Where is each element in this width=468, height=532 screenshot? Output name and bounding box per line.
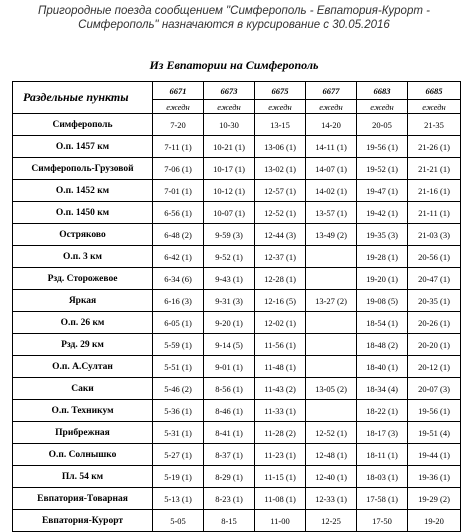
table-row [13, 422, 461, 444]
time-cell: 18-03 (1) [357, 466, 408, 488]
station-name: Евпатория-Товарная [13, 488, 153, 510]
time-cell: 19-56 (1) [357, 136, 408, 158]
section-title: Из Евпатории на Симферополь [149, 58, 319, 72]
table-row [13, 488, 461, 510]
time-cell: 8-37 (1) [204, 444, 255, 466]
station-name: О.п. Солнышко [13, 444, 153, 466]
time-cell: 9-59 (3) [204, 224, 255, 246]
train-number: 6677 [306, 82, 357, 100]
time-cell: 20-26 (1) [408, 312, 461, 334]
time-cell: 11-33 (1) [255, 400, 306, 422]
station-name: О.п. 26 км [13, 312, 153, 334]
time-cell: 19-35 (3) [357, 224, 408, 246]
frequency-cell: ежедн [306, 100, 357, 114]
time-cell: 19-28 (1) [357, 246, 408, 268]
frequency-cell: ежедн [408, 100, 461, 114]
time-cell: 19-52 (1) [357, 158, 408, 180]
table-row [13, 268, 461, 290]
time-cell: 21-21 (1) [408, 158, 461, 180]
time-cell [306, 268, 357, 290]
station-name: Симферополь-Грузовой [13, 158, 153, 180]
station-name: О.п. 1457 км [13, 136, 153, 158]
time-cell: 12-52 (1) [306, 422, 357, 444]
time-cell: 20-20 (1) [408, 334, 461, 356]
time-cell: 11-48 (1) [255, 356, 306, 378]
time-cell: 10-30 [204, 114, 255, 136]
time-cell: 18-11 (1) [357, 444, 408, 466]
time-cell: 20-07 (3) [408, 378, 461, 400]
time-cell: 13-15 [255, 114, 306, 136]
time-cell: 8-46 (1) [204, 400, 255, 422]
table-row [13, 400, 461, 422]
document-header [0, 4, 468, 32]
time-cell: 6-16 (3) [153, 290, 204, 312]
time-cell: 17-58 (1) [357, 488, 408, 510]
time-cell: 5-27 (1) [153, 444, 204, 466]
time-cell: 7-01 (1) [153, 180, 204, 202]
time-cell: 5-05 [153, 510, 204, 532]
time-cell: 19-08 (5) [357, 290, 408, 312]
time-cell: 13-05 (2) [306, 378, 357, 400]
time-cell: 8-15 [204, 510, 255, 532]
table-row [13, 290, 461, 312]
time-cell: 5-19 (1) [153, 466, 204, 488]
time-cell [306, 356, 357, 378]
time-cell [306, 334, 357, 356]
time-cell: 10-17 (1) [204, 158, 255, 180]
time-cell: 7-20 [153, 114, 204, 136]
train-number: 6683 [357, 82, 408, 100]
time-cell: 19-20 (1) [357, 268, 408, 290]
time-cell: 11-28 (2) [255, 422, 306, 444]
time-cell: 9-52 (1) [204, 246, 255, 268]
train-number: 6671 [153, 82, 204, 100]
time-cell: 17-50 [357, 510, 408, 532]
time-cell: 12-37 (1) [255, 246, 306, 268]
time-cell: 5-13 (1) [153, 488, 204, 510]
station-name: Прибрежная [13, 422, 153, 444]
time-cell: 20-56 (1) [408, 246, 461, 268]
time-cell: 6-42 (1) [153, 246, 204, 268]
header-line-1: Пригородные поезда сообщением "Симферополь - Евпатория-Курорт - [38, 5, 430, 17]
train-number-row [13, 82, 461, 100]
time-cell: 12-25 [306, 510, 357, 532]
time-cell: 19-36 (1) [408, 466, 461, 488]
time-cell: 21-16 (1) [408, 180, 461, 202]
time-cell [306, 312, 357, 334]
time-cell: 11-08 (1) [255, 488, 306, 510]
time-cell: 10-07 (1) [204, 202, 255, 224]
station-name: О.п. 1452 км [13, 180, 153, 202]
time-cell: 11-56 (1) [255, 334, 306, 356]
time-cell: 10-21 (1) [204, 136, 255, 158]
time-cell: 12-02 (1) [255, 312, 306, 334]
time-cell: 11-23 (1) [255, 444, 306, 466]
time-cell: 6-34 (6) [153, 268, 204, 290]
time-cell [306, 246, 357, 268]
time-cell: 5-59 (1) [153, 334, 204, 356]
time-cell: 9-43 (1) [204, 268, 255, 290]
time-cell: 20-47 (1) [408, 268, 461, 290]
time-cell: 12-16 (5) [255, 290, 306, 312]
table-row [13, 356, 461, 378]
time-cell: 19-51 (4) [408, 422, 461, 444]
time-cell: 7-11 (1) [153, 136, 204, 158]
column-header-stations: Раздельные пункты [13, 82, 153, 114]
time-cell: 8-41 (1) [204, 422, 255, 444]
time-cell: 13-57 (1) [306, 202, 357, 224]
table-row [13, 180, 461, 202]
frequency-cell: ежедн [255, 100, 306, 114]
time-cell: 9-14 (5) [204, 334, 255, 356]
table-row [13, 378, 461, 400]
time-cell: 10-12 (1) [204, 180, 255, 202]
station-name: Рзд. 29 км [13, 334, 153, 356]
time-cell: 6-05 (1) [153, 312, 204, 334]
time-cell: 21-26 (1) [408, 136, 461, 158]
time-cell: 5-36 (1) [153, 400, 204, 422]
time-cell: 14-07 (1) [306, 158, 357, 180]
time-cell: 9-20 (1) [204, 312, 255, 334]
time-cell: 14-02 (1) [306, 180, 357, 202]
time-cell: 12-28 (1) [255, 268, 306, 290]
time-cell: 12-33 (1) [306, 488, 357, 510]
time-cell: 19-56 (1) [408, 400, 461, 422]
time-cell: 5-46 (2) [153, 378, 204, 400]
station-name: Рзд. Сторожевое [13, 268, 153, 290]
time-cell: 19-44 (1) [408, 444, 461, 466]
station-name: Евпатория-Курорт [13, 510, 153, 532]
time-cell: 19-47 (1) [357, 180, 408, 202]
time-cell: 14-20 [306, 114, 357, 136]
time-cell: 11-15 (1) [255, 466, 306, 488]
station-name: О.п. Техникум [13, 400, 153, 422]
station-name: О.п. 3 км [13, 246, 153, 268]
table-row [13, 202, 461, 224]
time-cell: 11-43 (2) [255, 378, 306, 400]
table-row [13, 136, 461, 158]
time-cell: 13-02 (1) [255, 158, 306, 180]
time-cell [306, 400, 357, 422]
time-cell: 19-20 [408, 510, 461, 532]
station-name: Остряково [13, 224, 153, 246]
time-cell: 14-11 (1) [306, 136, 357, 158]
train-number: 6675 [255, 82, 306, 100]
station-name: Симферополь [13, 114, 153, 136]
time-cell: 20-05 [357, 114, 408, 136]
time-cell: 7-06 (1) [153, 158, 204, 180]
train-number: 6673 [204, 82, 255, 100]
station-name: О.п. 1450 км [13, 202, 153, 224]
time-cell: 21-11 (1) [408, 202, 461, 224]
time-cell: 5-31 (1) [153, 422, 204, 444]
time-cell: 21-35 [408, 114, 461, 136]
table-row [13, 246, 461, 268]
time-cell: 9-31 (3) [204, 290, 255, 312]
table-row [13, 466, 461, 488]
table-row [13, 114, 461, 136]
station-name: Яркая [13, 290, 153, 312]
time-cell: 12-48 (1) [306, 444, 357, 466]
header-line-2: Симферополь" назначаются в курсирование с 30.05.2016 [78, 19, 390, 31]
time-cell: 11-00 [255, 510, 306, 532]
time-cell: 19-29 (2) [408, 488, 461, 510]
time-cell: 18-54 (1) [357, 312, 408, 334]
time-cell: 12-57 (1) [255, 180, 306, 202]
time-cell: 13-27 (2) [306, 290, 357, 312]
frequency-cell: ежедн [153, 100, 204, 114]
frequency-cell: ежедн [204, 100, 255, 114]
time-cell: 18-22 (1) [357, 400, 408, 422]
station-name: О.п. А.Султан [13, 356, 153, 378]
time-cell: 21-03 (3) [408, 224, 461, 246]
table-row [13, 312, 461, 334]
table-row [13, 510, 461, 532]
train-number: 6685 [408, 82, 461, 100]
time-cell: 18-48 (2) [357, 334, 408, 356]
time-cell: 13-49 (2) [306, 224, 357, 246]
time-cell: 6-48 (2) [153, 224, 204, 246]
time-cell: 12-44 (3) [255, 224, 306, 246]
station-name: Пл. 54 км [13, 466, 153, 488]
time-cell: 19-42 (1) [357, 202, 408, 224]
table-row [13, 444, 461, 466]
time-cell: 5-51 (1) [153, 356, 204, 378]
time-cell: 9-01 (1) [204, 356, 255, 378]
time-cell: 12-52 (1) [255, 202, 306, 224]
time-cell: 12-40 (1) [306, 466, 357, 488]
time-cell: 18-40 (1) [357, 356, 408, 378]
time-cell: 18-34 (4) [357, 378, 408, 400]
schedule-body [13, 82, 461, 532]
time-cell: 8-23 (1) [204, 488, 255, 510]
time-cell: 20-12 (1) [408, 356, 461, 378]
schedule-table [12, 81, 461, 532]
time-cell: 20-35 (1) [408, 290, 461, 312]
station-name: Саки [13, 378, 153, 400]
frequency-cell: ежедн [357, 100, 408, 114]
table-row [13, 158, 461, 180]
time-cell: 8-29 (1) [204, 466, 255, 488]
time-cell: 18-17 (3) [357, 422, 408, 444]
time-cell: 6-56 (1) [153, 202, 204, 224]
table-row [13, 224, 461, 246]
time-cell: 8-56 (1) [204, 378, 255, 400]
time-cell: 13-06 (1) [255, 136, 306, 158]
table-row [13, 334, 461, 356]
